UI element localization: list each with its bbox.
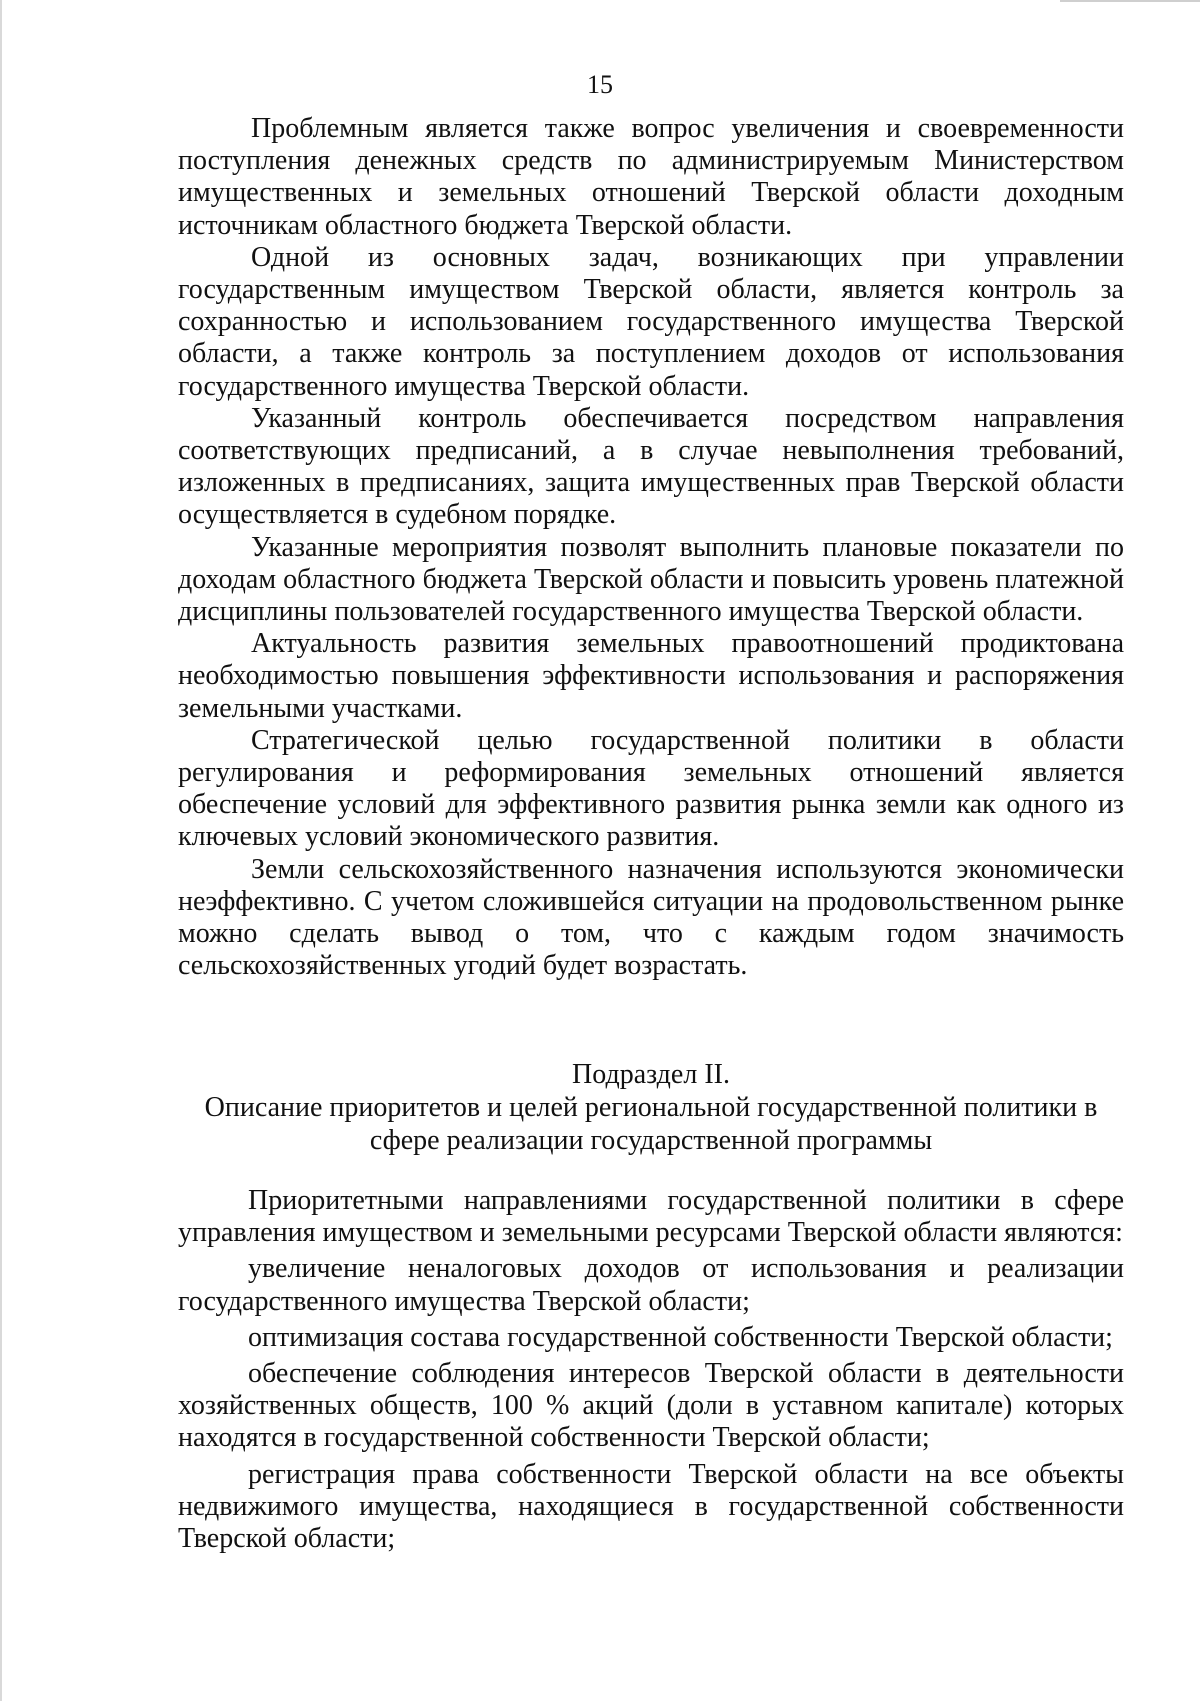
body-text	[178, 113, 1124, 982]
subsection-label: Подраздел II.	[572, 1059, 730, 1090]
priority-item: оптимизация состава государственной собственности Тверской области;	[248, 1321, 1113, 1353]
section-heading	[178, 1058, 1124, 1157]
priorities-intro: Приоритетными направлениями государственной политики в сфере управления имуществом и земельными ресурсами Тверской области являются:	[178, 1185, 1124, 1249]
priority-item: обеспечение соблюдения интересов Тверской области в деятельности хозяйственных обществ, 100 % акций (доли в уставном капитале) которых находятся в государственной собственности Тверской области;	[178, 1358, 1124, 1454]
section-title-line-1: Описание приоритетов и целей региональной государственной политики в	[204, 1092, 1098, 1123]
scan-edge-left	[0, 0, 2, 1701]
priorities-list	[178, 1185, 1124, 1555]
paragraph: Указанные мероприятия позволят выполнить плановые показатели по доходам областного бюджета Тверской области и повысить уровень платежной дисциплины пользователей государственного имущества Тверской области.	[178, 531, 1124, 628]
page-number: 15	[587, 70, 613, 99]
priority-item: регистрация права собственности Тверской области на все объекты недвижимого имущества, находящиеся в государственной собственности Тверской области;	[178, 1458, 1124, 1555]
paragraph: Актуальность развития земельных правоотношений продиктована необходимостью повышения эффективности использования и распоряжения земельными участками.	[178, 628, 1124, 724]
paragraph: Указанный контроль обеспечивается посредством направления соответствующих предписаний, а в случае невыполнения требований, изложенных в предписаниях, защита имущественных прав Тверской области осуществляется в судебном порядке.	[178, 402, 1124, 531]
paragraph: Земли сельскохозяйственного назначения используются экономически неэффективно. С учетом сложившейся ситуации на продовольственном рынке можно сделать вывод о том, что с каждым годом значимость сельскохозяйственных угодий будет возрастать.	[178, 853, 1124, 982]
paragraph: Стратегической целью государственной политики в области регулирования и реформирования земельных отношений является обеспечение условий для эффективного развития рынка земли как одного из ключевых условий экономического развития.	[178, 724, 1124, 853]
section-title-line-2: сфере реализации государственной программы	[369, 1125, 933, 1156]
paragraph: Одной из основных задач, возникающих при управлении государственным имуществом Тверской области, является контроль за сохранностью и использованием государственного имущества Тверской области, а также контроль за поступлением доходов от использования государственного имущества Тверской области.	[178, 241, 1124, 402]
paragraph: Проблемным является также вопрос увеличения и своевременности поступления денежных средств по администрируемым Министерством имущественных и земельных отношений Тверской области доходным источникам областного бюджета Тверской области.	[178, 113, 1124, 241]
priority-item: увеличение неналоговых доходов от использования и реализации государственного имущества Тверской области;	[178, 1253, 1124, 1317]
scan-edge-top	[1060, 0, 1200, 2]
